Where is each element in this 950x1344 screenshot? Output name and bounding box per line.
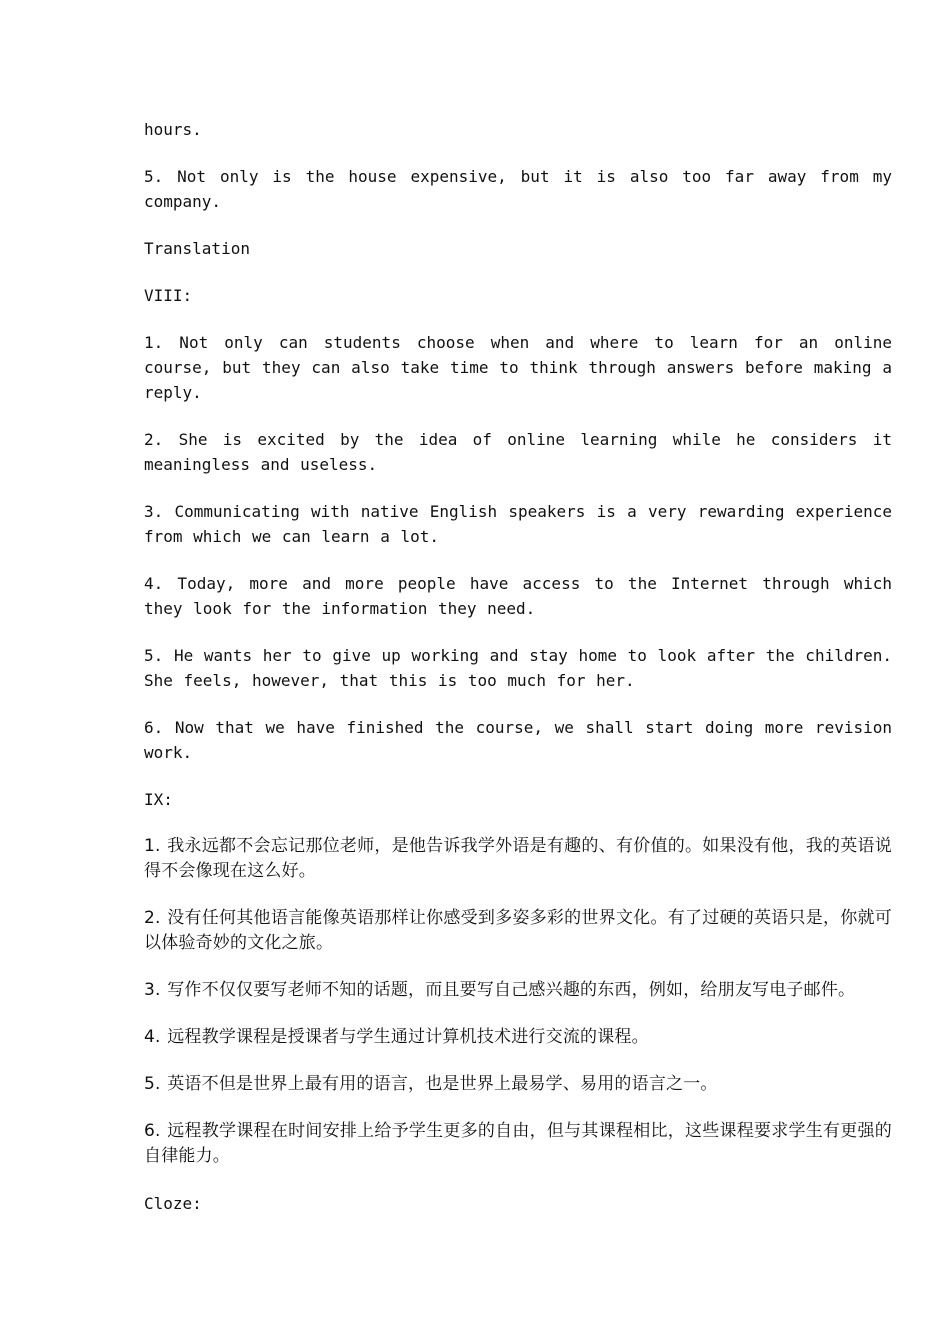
paragraph-item-5: 5. Not only is the house expensive, but it is also too far away from my company. <box>144 167 892 211</box>
paragraph-ix-6: 6. 远程教学课程在时间安排上给予学生更多的自由，但与其课程相比，这些课程要求学生有更强的自律能力。 <box>144 1121 892 1166</box>
paragraph-continuation: hours. <box>144 120 202 139</box>
section-heading-translation: Translation <box>144 239 250 258</box>
section-heading-viii: VIII: <box>144 286 193 305</box>
paragraph-viii-3: 3. Communicating with native English speakers is a very rewarding experience from which we can learn a lot. <box>144 502 892 546</box>
section-heading-cloze: Cloze: <box>144 1194 202 1213</box>
document-page <box>144 117 892 1238</box>
paragraph-ix-1: 1. 我永远都不会忘记那位老师，是他告诉我学外语是有趣的、有价值的。如果没有他，我的英语说得不会像现在这么好。 <box>144 836 892 881</box>
paragraph-viii-2: 2. She is excited by the idea of online learning while he considers it meaningless and useless. <box>144 430 892 474</box>
paragraph-viii-1: 1. Not only can students choose when and where to learn for an online course, but they can also take time to think through answers before making a reply. <box>144 333 892 402</box>
paragraph-viii-4: 4. Today, more and more people have access to the Internet through which they look for the information they need. <box>144 574 892 618</box>
paragraph-ix-5: 5. 英语不但是世界上最有用的语言，也是世界上最易学、易用的语言之一。 <box>144 1074 718 1094</box>
paragraph-ix-4: 4. 远程教学课程是授课者与学生通过计算机技术进行交流的课程。 <box>144 1027 649 1047</box>
paragraph-viii-5: 5. He wants her to give up working and stay home to look after the children. She feels, however, that this is too much for her. <box>144 646 892 690</box>
paragraph-viii-6: 6. Now that we have finished the course, we shall start doing more revision work. <box>144 718 892 762</box>
section-heading-ix: IX: <box>144 790 173 809</box>
paragraph-ix-3: 3. 写作不仅仅要写老师不知的话题，而且要写自己感兴趣的东西，例如，给朋友写电子邮件。 <box>144 980 856 1000</box>
paragraph-ix-2: 2. 没有任何其他语言能像英语那样让你感受到多姿多彩的世界文化。有了过硬的英语只是，你就可以体验奇妙的文化之旅。 <box>144 908 892 953</box>
